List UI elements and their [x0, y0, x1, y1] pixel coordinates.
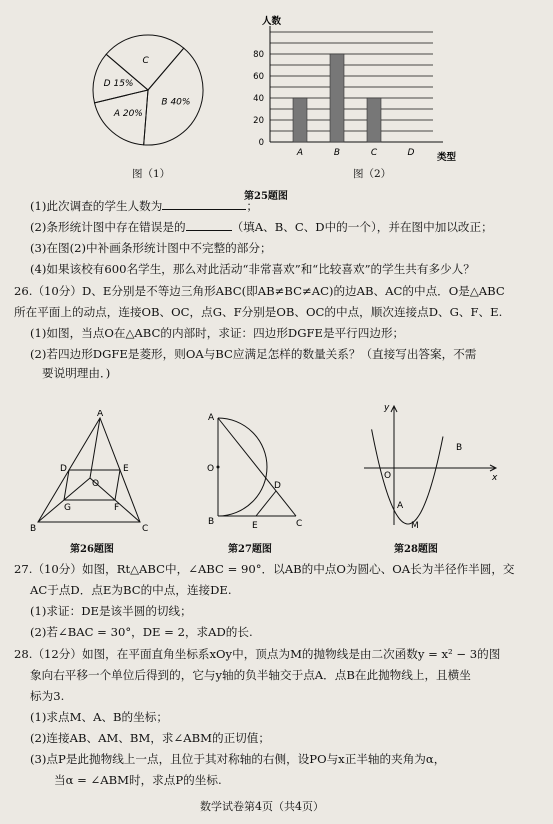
fig26-label-C: C: [142, 524, 149, 534]
pie-chart: [88, 30, 208, 150]
q26-line-2: 所在平面上的动点，连接OB、OC，点G、F分别是OB、OC的中点，顺次连接点D、G、F、E.: [14, 305, 503, 319]
fig27-label-A: A: [208, 413, 215, 423]
bar-xlabel: 类型: [437, 152, 457, 163]
bar-C: [367, 98, 381, 142]
bar-category-label-D: D: [407, 148, 415, 158]
fig27-label-D: D: [274, 481, 281, 491]
fig26-label-F: F: [114, 503, 120, 513]
fig27-label-B: B: [208, 517, 215, 527]
q26-line-1: 26.（10分）D、E分别是不等边三角形ABC(即AB≠BC≠AC)的边AB、AC的中点．O是△ABC: [14, 284, 505, 298]
fig2-caption: 图（2）: [353, 168, 392, 180]
fig26-label-O: O: [92, 479, 100, 489]
fig27-caption: 第27题图: [228, 544, 272, 555]
q27-line-4: (2)若∠BAC = 30°，DE = 2，求AD的长.: [30, 625, 253, 639]
q28-line-4: (1)求点M、A、B的坐标；: [30, 710, 168, 724]
fig28-label-x: x: [492, 473, 498, 483]
bar-ytick-label: 0: [258, 138, 264, 148]
fig26-caption: 第26题图: [70, 544, 114, 555]
fig27-label-E: E: [252, 521, 258, 531]
bar-ylabel: 人数: [262, 16, 282, 27]
bar-category-label-A: A: [296, 148, 304, 158]
fig28-label-B: B: [456, 443, 463, 453]
fig27-label-O: O: [207, 464, 215, 474]
q25-item-3: (3)在图(2)中补画条形统计图中不完整的部分；: [30, 241, 272, 255]
q28-line-5: (2)连接AB、AM、BM，求∠ABM的正切值；: [30, 731, 270, 745]
fig26-label-E: E: [123, 464, 129, 474]
bar-category-label-C: C: [370, 148, 378, 158]
fig28-caption: 第28题图: [394, 544, 438, 555]
fig1-caption: 图（1）: [132, 168, 171, 180]
q27-line-2: AC于点D．点E为BC的中点，连接DE.: [30, 583, 232, 597]
pie-label-A: A 20%: [113, 109, 143, 120]
q25-item-2: (2)条形统计图中存在错误是的 （填A、B、C、D中的一个），并在图中加以改正；: [30, 220, 493, 234]
fig26-label-D: D: [60, 464, 67, 474]
q25-figure-caption: 第25题图: [244, 191, 288, 202]
fig26-label-A: A: [97, 410, 104, 419]
bar-category-label-B: B: [333, 148, 341, 158]
bar-ytick-label: 20: [253, 116, 264, 126]
page-footer: 数学试卷第4页（共4页）: [200, 800, 324, 813]
fig26-label-B: B: [30, 524, 37, 534]
fig27-label-C: C: [296, 519, 303, 529]
q26-line-3: (1)如图，当点O在△ABC的内部时，求证：四边形DGFE是平行四边形；: [30, 326, 405, 340]
figure-27: [196, 408, 306, 534]
bar-chart: [228, 14, 478, 164]
q28-line-6: (3)点P是此抛物线上一点，且位于其对称轴的右侧，设PO与x正半轴的夹角为α，: [30, 752, 446, 766]
fig28-label-A: A: [397, 501, 404, 511]
bar-ytick-label: 80: [253, 50, 264, 60]
bar-ytick-label: 60: [253, 72, 264, 82]
q25-item-4: (4)如果该校有600名学生，那么对此活动“非常喜欢”和“比较喜欢”的学生共有多少人？: [30, 262, 475, 276]
q28-line-2: 象向右平移一个单位后得到的，它与y轴的负半轴交于点A．点B在此抛物线上，且横坐: [30, 668, 471, 682]
bar-A: [293, 98, 307, 142]
pie-label-C: C: [142, 55, 149, 66]
q26-line-4: (2)若四边形DGFE是菱形，则OA与BC应满足怎样的数量关系？（直接写出答案，不需: [30, 347, 477, 361]
fig28-label-O: O: [384, 471, 392, 481]
pie-label-B: B 40%: [161, 97, 191, 108]
figure-28: [356, 400, 506, 540]
q28-line-7: 当α = ∠ABM时，求点P的坐标.: [54, 773, 222, 787]
bar-B: [330, 54, 344, 142]
q28-line-3: 标为3.: [30, 689, 65, 703]
fig28-label-y: y: [384, 403, 390, 413]
q26-line-5: 要说明理由．): [42, 366, 111, 380]
q27-line-3: (1)求证：DE是该半圆的切线；: [30, 604, 192, 618]
fig28-label-M: M: [411, 521, 419, 531]
fig26-label-G: G: [64, 503, 71, 513]
bar-ytick-label: 40: [253, 94, 264, 104]
pie-label-D: D 15%: [103, 78, 134, 89]
q27-line-1: 27.（10分）如图，Rt△ABC中，∠ABC = 90°．以AB的中点O为圆心、OA长为半径作半圆，交: [14, 562, 515, 576]
q25-item-1: (1)此次调查的学生人数为 ；: [30, 199, 258, 213]
figure-26: [28, 410, 158, 535]
q28-line-1: 28.（12分）如图，在平面直角坐标系xOy中，顶点为M的抛物线是由二次函数y = x² − 3的图: [14, 647, 501, 661]
